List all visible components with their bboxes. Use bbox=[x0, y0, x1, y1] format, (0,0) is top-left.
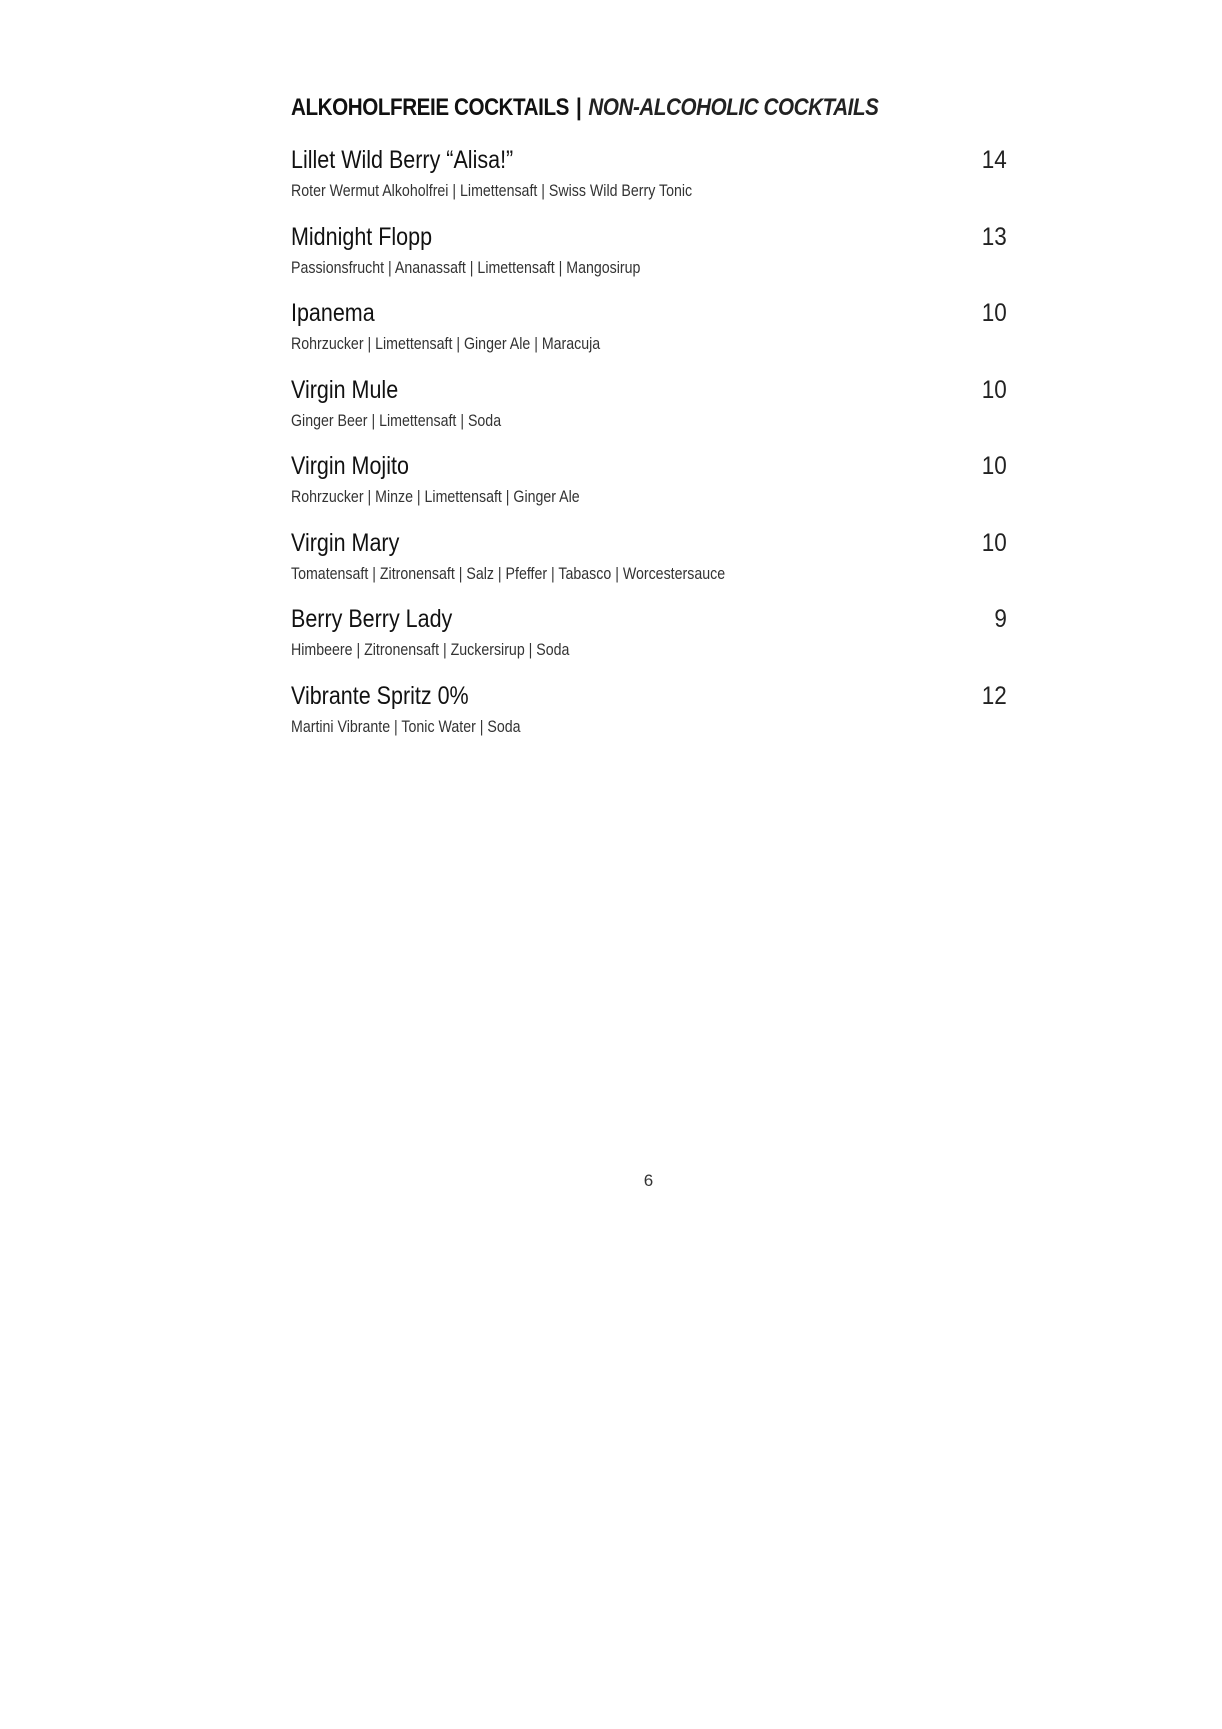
menu-item bbox=[291, 449, 1007, 526]
item-description: Rohrzucker | Minze | Limettensaft | Ginger Ale bbox=[291, 488, 580, 506]
menu-item bbox=[291, 679, 1007, 756]
menu-item bbox=[291, 143, 1007, 220]
item-name: Berry Berry Lady bbox=[291, 605, 453, 633]
item-price: 9 bbox=[994, 605, 1007, 633]
item-name: Lillet Wild Berry “Alisa!” bbox=[291, 146, 514, 174]
menu-item bbox=[291, 602, 1007, 679]
item-price: 10 bbox=[981, 452, 1007, 480]
item-price: 14 bbox=[981, 146, 1007, 174]
cocktail-list bbox=[291, 143, 1007, 755]
menu-content bbox=[291, 92, 1007, 755]
item-description: Rohrzucker | Limettensaft | Ginger Ale | Maracuja bbox=[291, 335, 601, 353]
section-title-separator: | bbox=[575, 94, 582, 121]
item-name: Midnight Flopp bbox=[291, 222, 433, 251]
menu-item bbox=[291, 526, 1007, 603]
item-description: Roter Wermut Alkoholfrei | Limettensaft | Swiss Wild Berry Tonic bbox=[291, 182, 693, 200]
menu-item bbox=[291, 296, 1007, 373]
item-name: Virgin Mojito bbox=[291, 452, 409, 480]
item-price: 10 bbox=[981, 299, 1007, 327]
item-price: 12 bbox=[981, 681, 1007, 710]
section-title-de: ALKOHOLFREIE COCKTAILS bbox=[291, 94, 569, 121]
item-name: Vibrante Spritz 0% bbox=[291, 681, 469, 710]
item-price: 10 bbox=[981, 375, 1007, 404]
item-description: Himbeere | Zitronensaft | Zuckersirup | Soda bbox=[291, 641, 570, 659]
item-name: Virgin Mule bbox=[291, 375, 399, 404]
item-description: Ginger Beer | Limettensaft | Soda bbox=[291, 411, 502, 430]
menu-item bbox=[291, 373, 1007, 450]
section-heading bbox=[291, 92, 907, 124]
item-name: Virgin Mary bbox=[291, 528, 400, 557]
menu-item bbox=[291, 220, 1007, 297]
item-price: 10 bbox=[981, 528, 1007, 557]
item-description: Martini Vibrante | Tonic Water | Soda bbox=[291, 717, 521, 736]
item-description: Passionsfrucht | Ananassaft | Limettensaft | Mangosirup bbox=[291, 258, 641, 277]
section-title-en: NON-ALCOHOLIC COCKTAILS bbox=[588, 94, 879, 121]
item-name: Ipanema bbox=[291, 299, 375, 327]
item-price: 13 bbox=[981, 222, 1007, 251]
page-number: 6 bbox=[643, 1171, 654, 1190]
item-description: Tomatensaft | Zitronensaft | Salz | Pfeffer | Tabasco | Worcestersauce bbox=[291, 564, 726, 583]
